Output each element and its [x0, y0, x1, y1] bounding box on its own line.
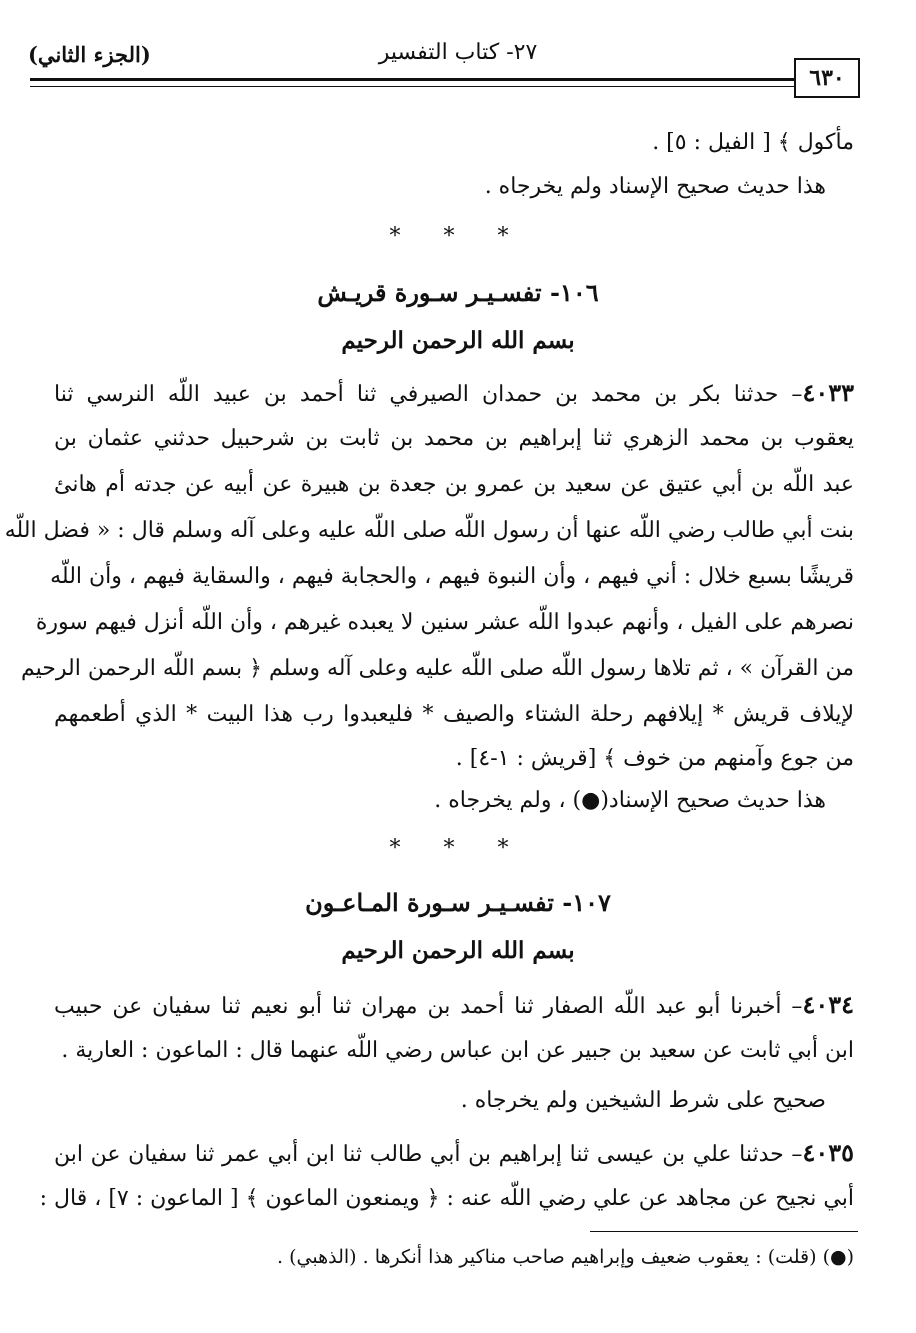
hadith-number: ٤٠٣٥ [802, 1138, 854, 1167]
hadith-line [54, 990, 854, 1022]
basmala: بسم الله الرحمن الرحيم [341, 937, 575, 964]
hadith-line: من جوع وآمنهم من خوف ﴾ [قريش : ١-٤] . [455, 746, 854, 771]
hadith-line: يعقوب بن محمد الزهري ثنا إبراهيم بن محمد بن ثابت بن شرحبيل حدثني عثمان بن [54, 426, 854, 451]
header-rule-thin [30, 86, 794, 87]
header-rule-thick [30, 78, 794, 81]
volume-label: (الجزء الثاني) [28, 42, 151, 67]
hadith-line: من القرآن » ، ثم تلاها رسول اللّه صلى اللّه عليه وعلى آله وسلم ﴿ بسم اللّه الرحمن الرحيم [21, 656, 854, 681]
hadith-number: ٤٠٣٤ [802, 990, 854, 1019]
basmala: بسم الله الرحمن الرحيم [341, 327, 575, 354]
hadith-line [54, 378, 854, 410]
sura-title: ١٠٦- تفسـيـر سـورة قريـش [317, 278, 599, 307]
section-separator: * * * [389, 224, 527, 249]
hadith-line: لإيلاف قريش * إيلافهم رحلة الشتاء والصيف * فليعبدوا رب هذا البيت * الذي أطعمهم [54, 702, 854, 727]
text-line: هذا حديث صحيح الإسناد ولم يخرجاه . [484, 174, 826, 199]
hadith-number: ٤٠٣٣ [802, 378, 854, 407]
hadith-line: عبد اللّه بن أبي عتيق عن سعيد بن عمرو بن جعدة بن هبيرة عن أبيه عن جدته أم هانئ [54, 472, 854, 497]
page-number: ٦٣٠ [794, 58, 860, 98]
footnote-rule [590, 1231, 858, 1232]
section-separator: * * * [389, 836, 527, 861]
grading-line: هذا حديث صحيح الإسناد(●) ، ولم يخرجاه . [434, 788, 826, 813]
sura-title: ١٠٧- تفسـيـر سـورة المـاعـون [305, 888, 611, 917]
hadith-line: نصرهم على الفيل ، وأنهم عبدوا اللّه عشر سنين لا يعبده غيرهم ، وأن اللّه أنزل فيهم سورة [35, 610, 854, 635]
grading-line: صحيح على شرط الشيخين ولم يخرجاه . [460, 1088, 826, 1113]
hadith-text: – حدثنا علي بن عيسى ثنا إبراهيم بن أبي طالب ثنا ابن أبي عمر ثنا سفيان عن ابن [54, 1142, 803, 1167]
hadith-line: قريشًا بسبع خلال : أني فيهم ، وأن النبوة فيهم ، والحجابة فيهم ، والسقاية فيهم ، وأن اللّه [50, 564, 854, 589]
chapter-header: ٢٧- كتاب التفسير [378, 40, 538, 65]
hadith-text: – حدثنا بكر بن محمد بن حمدان الصيرفي ثنا أحمد بن عبيد اللّه النرسي ثنا [54, 382, 803, 407]
hadith-text: – أخبرنا أبو عبد اللّه الصفار ثنا أحمد بن مهران ثنا أبو نعيم ثنا سفيان عن حبيب [54, 994, 803, 1019]
hadith-line: بنت أبي طالب رضي اللّه عنها أن رسول اللّه صلى اللّه عليه وعلى آله وسلم قال : « فضل اللّه [4, 518, 854, 543]
hadith-line: أبي نجيح عن مجاهد عن علي رضي اللّه عنه : ﴿ ويمنعون الماعون ﴾ [ الماعون : ٧] ، قال : [39, 1186, 854, 1211]
hadith-line: ابن أبي ثابت عن سعيد بن جبير عن ابن عباس رضي اللّه عنهما قال : الماعون : العارية . [61, 1038, 854, 1063]
text-line: مأكول ﴾ [ الفيل : ٥] . [652, 130, 854, 155]
hadith-line [54, 1138, 854, 1170]
footnote: (●) (قلت) : يعقوب ضعيف وإبراهيم صاحب مناكير هذا أنكرها . (الذهبي) . [277, 1246, 854, 1268]
